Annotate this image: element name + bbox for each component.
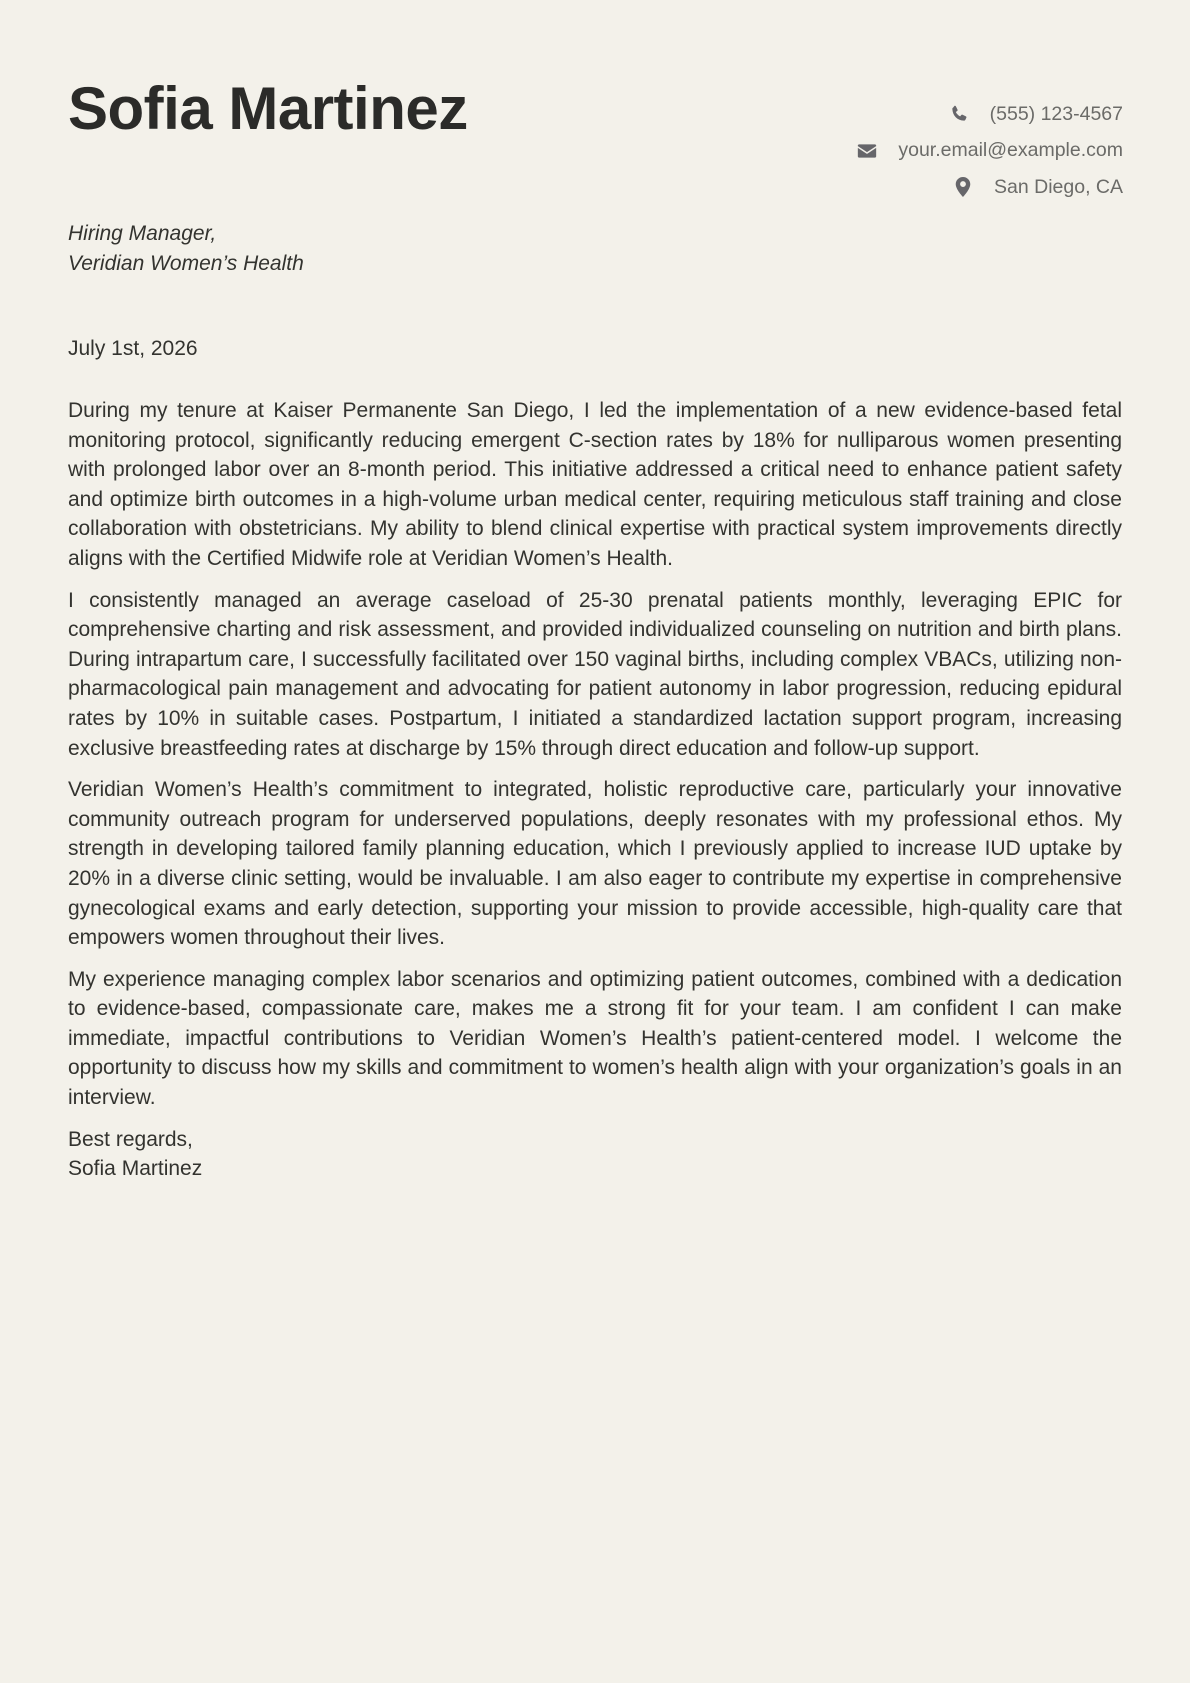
contact-location (856, 169, 1123, 206)
letter-body (68, 396, 1122, 1184)
envelope-icon (856, 140, 878, 162)
applicant-name: Sofia Martinez (68, 75, 468, 142)
recipient-organization: Veridian Women’s Health (68, 252, 304, 275)
body-paragraph: During my tenure at Kaiser Permanente San Diego, I led the implementation of a new evidence-based fetal monitoring protocol, significantly reducing emergent C-section rates by 18% for nulliparous women presenting with prolonged labor over an 8-month period. This initiative addressed a critical need to enhance patient safety and optimize birth outcomes in a high-volume urban medical center, requiring meticulous staff training and close collaboration with obstetricians. My ability to blend clinical expertise with practical system improvements directly aligns with the Certified Midwife role at Veridian Women’s Health. (68, 399, 1122, 570)
body-paragraph: I consistently managed an average caseload of 25-30 prenatal patients monthly, leveraging EPIC for comprehensive charting and risk assessment, and provided individualized counseling on nutrition and birth plans. During intrapartum care, I successfully facilitated over 150 vaginal births, including complex VBACs, utilizing non-pharmacological pain management and advocating for patient autonomy in labor progression, reducing epidural rates by 10% in suitable cases. Postpartum, I initiated a standardized lactation support program, increasing exclusive breastfeeding rates at discharge by 15% through direct education and follow-up support. (68, 588, 1122, 760)
body-paragraph: Veridian Women’s Health’s commitment to integrated, holistic reproductive care, particularly your innovative community outreach program for underserved populations, deeply resonates with my professional ethos. My strength in developing tailored family planning education, which I previously applied to increase IUD uptake by 20% in a diverse clinic setting, would be invaluable. I am also eager to contribute my expertise in comprehensive gynecological exams and early detection, supporting your mission to provide accessible, high-quality care that empowers women throughout their lives. (68, 778, 1122, 950)
map-marker-icon (952, 176, 974, 198)
contact-info (856, 96, 1123, 206)
closing-salutation: Best regards, (68, 1127, 193, 1151)
contact-phone (856, 96, 1123, 133)
phone-icon (948, 103, 970, 125)
letter-date: July 1st, 2026 (68, 337, 198, 360)
body-paragraph: My experience managing complex labor scenarios and optimizing patient outcomes, combined with a dedication to evidence-based, compassionate care, makes me a strong fit for your team. I am confident I can make immediate, impactful contributions to Veridian Women’s Health’s patient-centered model. I welcome the opportunity to discuss how my skills and commitment to women’s health align with your organization’s goals in an interview. (68, 967, 1122, 1110)
recipient-block (68, 219, 304, 279)
contact-email (856, 133, 1123, 170)
location-text: San Diego, CA (994, 175, 1123, 198)
recipient-title: Hiring Manager, (68, 222, 217, 245)
email-text: your.email@example.com (898, 139, 1123, 162)
closing-block (68, 1125, 1122, 1184)
closing-signature: Sofia Martinez (68, 1157, 203, 1181)
phone-text: (555) 123-4567 (989, 102, 1123, 125)
